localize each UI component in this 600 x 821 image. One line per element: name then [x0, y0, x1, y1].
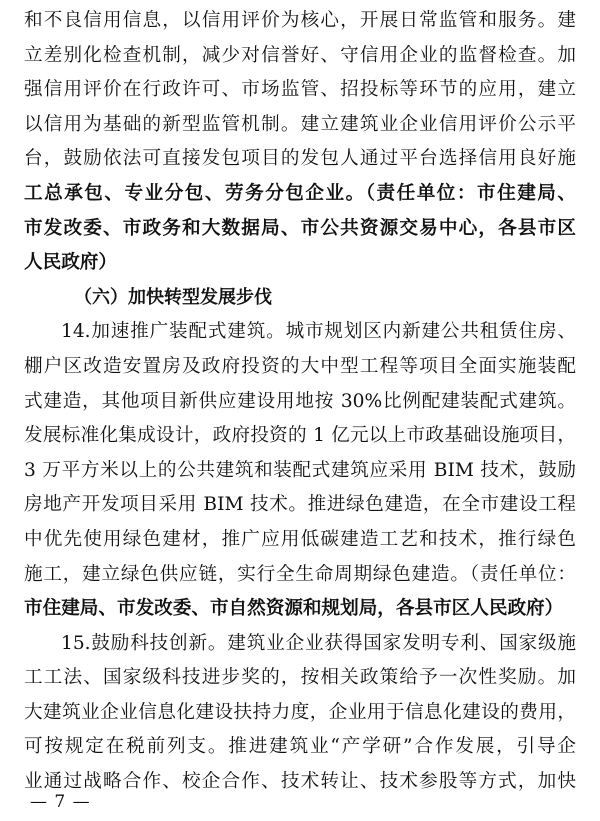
document-page — [24, 4, 576, 800]
text-line: 房地产开发项目采用 BIM 技术。推进绿色建造，在全市建设工程 — [24, 494, 576, 516]
paragraph-start-line: 14.加速推广装配式建筑。城市规划区内新建公共租赁住房、 — [61, 321, 576, 343]
text-line: 工总承包、专业分包、劳务分包企业。（责任单位：市住建局、 — [24, 182, 576, 204]
text-line: 市发改委、市政务和大数据局、市公共资源交易中心，各县市区 — [24, 217, 576, 239]
text-line: 台，鼓励依法可直接发包项目的发包人通过平台选择信用良好施 — [24, 148, 576, 170]
text-line: 立差别化检查机制，减少对信誉好、守信用企业的监督检查。加 — [24, 44, 576, 66]
text-line: 式建造，其他项目新供应建设用地按 30%比例配建装配式建筑。 — [24, 390, 576, 412]
text-line: 中优先使用绿色建材，推广应用低碳建造工艺和技术，推行绿色 — [24, 528, 576, 550]
text-line: 工工法、国家级科技进步奖的，按相关政策给予一次性奖励。加 — [24, 667, 576, 689]
text-line: 人民政府） — [24, 252, 117, 274]
text-line: 市住建局、市发改委、市自然资源和规划局，各县市区人民政府） — [24, 598, 564, 620]
text-line: 强信用评价在行政许可、市场监管、招投标等环节的应用，建立 — [24, 79, 576, 101]
text-line: 3 万平方米以上的公共建筑和装配式建筑应采用 BIM 技术，鼓励 — [24, 459, 576, 481]
text-line: 发展标准化集成设计，政府投资的 1 亿元以上市政基础设施项目， — [24, 425, 576, 447]
text-line: 施工，建立绿色供应链，实行全生命周期绿色建造。（责任单位： — [24, 563, 576, 585]
text-line: 可按规定在税前列支。推进建筑业“产学研”合作发展，引导企 — [24, 736, 576, 758]
text-line: 业通过战略合作、校企合作、技术转让、技术参股等方式，加快 — [24, 771, 576, 793]
page-number: — 7 — — [30, 792, 91, 812]
text-line: 大建筑业企业信息化建设扶持力度，企业用于信息化建设的费用， — [24, 701, 576, 723]
paragraph-start-line: 15.鼓励科技创新。建筑业企业获得国家发明专利、国家级施 — [61, 632, 576, 654]
text-line: 棚户区改造安置房及政府投资的大中型工程等项目全面实施装配 — [24, 355, 576, 377]
text-line: 以信用为基础的新型监管机制。建立建筑业企业信用评价公示平 — [24, 113, 576, 135]
text-line: 和不良信用信息，以信用评价为核心，开展日常监管和服务。建 — [24, 10, 576, 31]
section-heading: （六）加快转型发展步伐 — [74, 286, 272, 308]
